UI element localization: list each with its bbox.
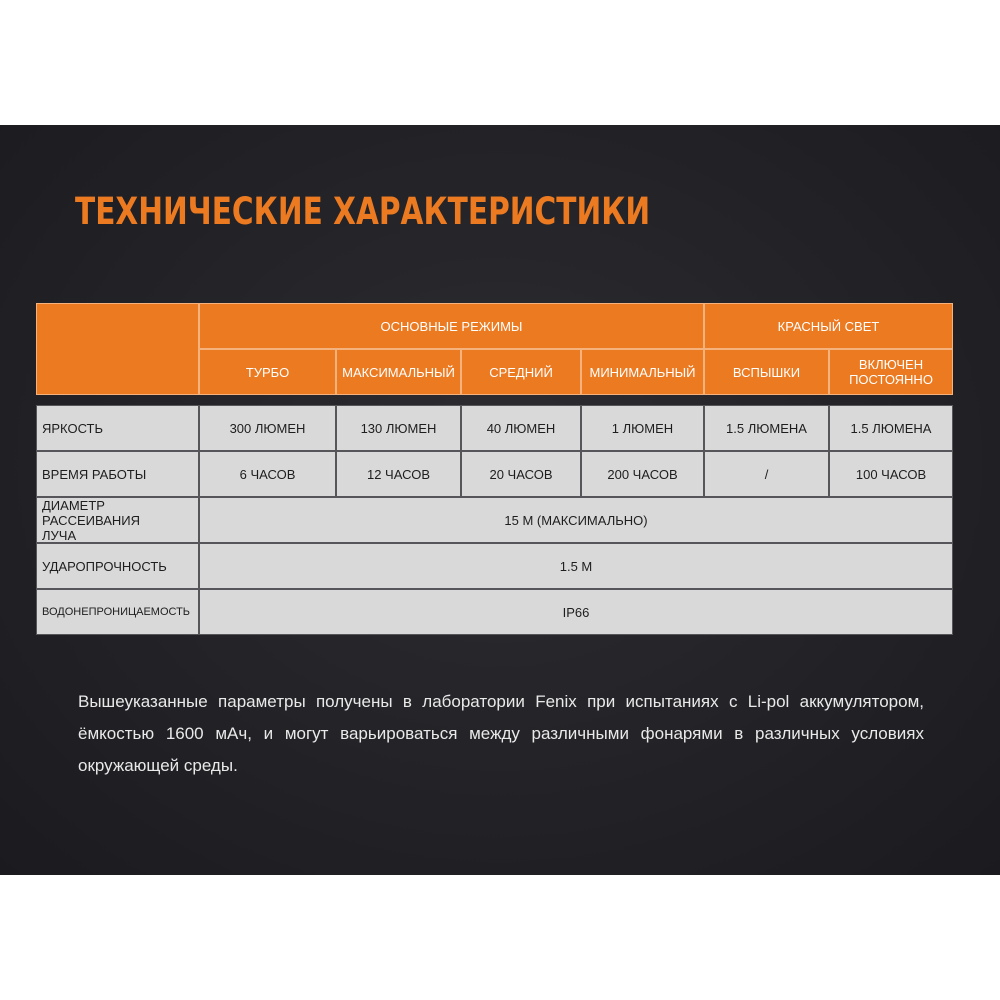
runtime-medium: 20 ЧАСОВ: [461, 451, 581, 497]
footnote-text: Вышеуказанные параметры получены в лаборатории Fenix при испытаниях с Li-pol аккумулятором, ёмкостью 1600 мАч, и могут варьироваться между различными фонарями в различных условиях окружающей среды.: [78, 692, 924, 775]
row-label-beam: ДИАМЕТР РАССЕИВАНИЯ ЛУЧА: [36, 497, 199, 543]
group-header-main-modes: ОСНОВНЫЕ РЕЖИМЫ: [199, 303, 704, 349]
runtime-max: 12 ЧАСОВ: [336, 451, 461, 497]
water-value: IP66: [199, 589, 953, 635]
mode-header-constant: ВКЛЮЧЕН ПОСТОЯННО: [829, 349, 953, 395]
group-header-red-light: КРАСНЫЙ СВЕТ: [704, 303, 953, 349]
beam-value: 15 М (МАКСИМАЛЬНО): [199, 497, 953, 543]
row-label-water: ВОДОНЕПРОНИЦАЕМОСТЬ: [36, 589, 199, 635]
runtime-turbo: 6 ЧАСОВ: [199, 451, 336, 497]
mode-header-turbo: ТУРБО: [199, 349, 336, 395]
spec-table: [36, 303, 953, 635]
page-title: ТЕХНИЧЕСКИЕ ХАРАКТЕРИСТИКИ: [75, 190, 651, 233]
brightness-medium: 40 ЛЮМЕН: [461, 405, 581, 451]
mode-header-max: МАКСИМАЛЬНЫЙ: [336, 349, 461, 395]
mode-header-min: МИНИМАЛЬНЫЙ: [581, 349, 704, 395]
brightness-min: 1 ЛЮМЕН: [581, 405, 704, 451]
brightness-flash: 1.5 ЛЮМЕНА: [704, 405, 829, 451]
runtime-min: 200 ЧАСОВ: [581, 451, 704, 497]
brightness-turbo: 300 ЛЮМЕН: [199, 405, 336, 451]
runtime-flash: /: [704, 451, 829, 497]
brightness-max: 130 ЛЮМЕН: [336, 405, 461, 451]
row-label-impact: УДАРОПРОЧНОСТЬ: [36, 543, 199, 589]
impact-value: 1.5 М: [199, 543, 953, 589]
table-corner-cell: [36, 303, 199, 395]
row-label-runtime: ВРЕМЯ РАБОТЫ: [36, 451, 199, 497]
mode-header-medium: СРЕДНИЙ: [461, 349, 581, 395]
runtime-constant: 100 ЧАСОВ: [829, 451, 953, 497]
mode-header-flash: ВСПЫШКИ: [704, 349, 829, 395]
row-label-brightness: ЯРКОСТЬ: [36, 405, 199, 451]
brightness-constant: 1.5 ЛЮМЕНА: [829, 405, 953, 451]
